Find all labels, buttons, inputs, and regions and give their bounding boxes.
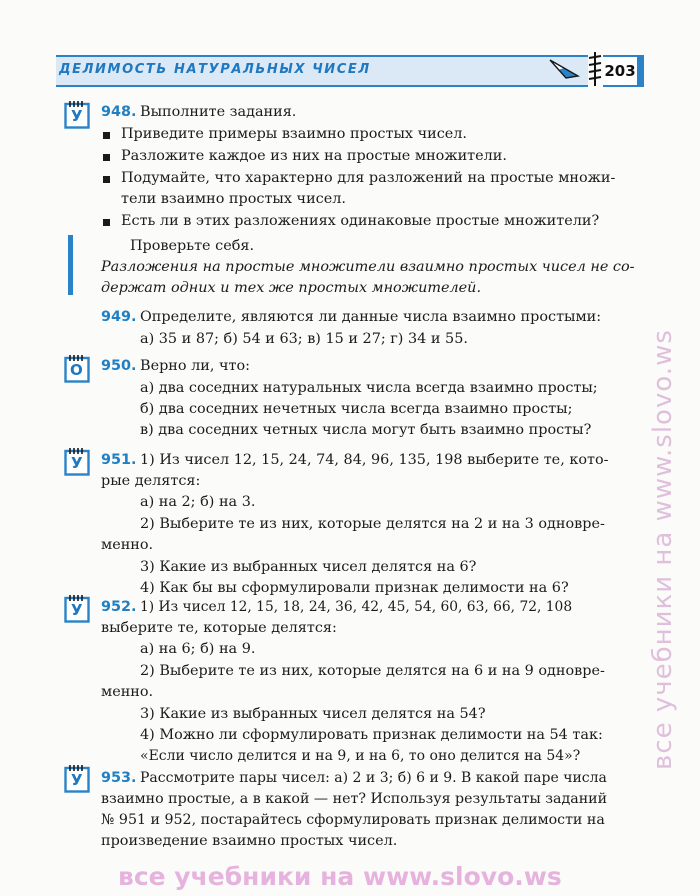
exercise-951-text: менно. [101,537,154,553]
exercise-950-text: б) два соседних нечетных числа всегда взаимно просты; [140,401,573,417]
spiral-binding-icon [588,52,602,86]
exercise-949-text: а) 35 и 87; б) 54 и 63; в) 15 и 27; г) 34 и 55. [140,331,468,347]
exercise-951-text: 2) Выберите те из них, которые делятся на 2 и на 3 одновре- [140,516,605,532]
exercise-948-bullet: Разложите каждое из них на простые множители. [121,148,507,164]
exercise-952-text: 3) Какие из выбранных чисел делятся на 54? [140,706,486,722]
badge-letter-u: У [71,107,83,125]
exercise-948-bullet: Есть ли в этих разложениях одинаковые простые множители? [121,213,600,229]
bullet-marker [103,154,110,161]
exercise-951-text: 4) Как бы вы сформулировали признак делимости на 6? [140,580,569,596]
bottom-watermark: все учебники на www.slovo.ws [118,862,562,891]
exercise-951-text: 1) Из чисел 12, 15, 24, 74, 84, 96, 135, 198 выберите те, кото- [140,452,609,468]
exercise-952-text: а) на 6; б) на 9. [140,641,256,657]
exercise-950-number: 950. [101,358,137,374]
bullet-marker [103,176,110,183]
vertical-watermark: все учебники на www.slovo.ws [648,329,678,770]
exercise-953-text: Рассмотрите пары чисел: а) 2 и 3; б) 6 и 9. В какой паре числа [140,770,607,786]
check-yourself-bar [68,235,73,295]
page-number: 203 [603,55,637,87]
exercise-948-bullet: Приведите примеры взаимно простых чисел. [121,126,467,142]
exercise-948-title: Выполните задания. [140,104,297,120]
bullet-marker [103,132,110,139]
exercise-952-number: 952. [101,599,137,615]
check-yourself-text: Разложения на простые множители взаимно простых чисел не со- [101,259,635,275]
exercise-948-bullet-cont: тели взаимно простых чисел. [121,191,346,207]
exercise-951-text: 3) Какие из выбранных чисел делятся на 6? [140,559,477,575]
exercise-952-text: 1) Из чисел 12, 15, 18, 24, 36, 42, 45, 54, 60, 63, 66, 72, 108 [140,599,573,615]
exercise-948-number: 948. [101,104,137,120]
exercise-951-text: а) на 2; б) на 3. [140,494,256,510]
page-number-bar [637,55,644,87]
exercise-952-text: менно. [101,684,154,700]
check-yourself-text: держат одних и тех же простых множителей. [101,280,482,296]
exercise-951-number: 951. [101,452,137,468]
running-header [56,55,588,87]
exercise-951-text: рые делятся: [101,473,201,489]
exercise-953-text: № 951 и 952, постарайтесь сформулировать признак делимости на [101,812,605,828]
badge-letter-o: О [70,361,83,379]
exercise-948-bullet: Подумайте, что характерно для разложений на простые множи- [121,170,616,186]
exercise-950-text: а) два соседних натуральных числа всегда взаимно просты; [140,380,598,396]
bullet-marker [103,219,110,226]
badge-letter-u: У [71,601,83,619]
exercise-953-text: взаимно простые, а в какой — нет? Используя результаты заданий [101,791,608,807]
exercise-950-text: в) два соседних четных числа могут быть взаимно просты? [140,422,592,438]
pen-icon [548,56,582,82]
exercise-953-number: 953. [101,770,137,786]
badge-letter-u: У [71,454,83,472]
exercise-949-number: 949. [101,309,137,325]
exercise-952-text: 4) Можно ли сформулировать признак делимости на 54 так: [140,727,603,743]
exercise-953-text: произведение взаимно простых чисел. [101,833,398,849]
exercise-952-text: 2) Выберите те из них, которые делятся на 6 и на 9 одновре- [140,663,605,679]
chapter-title: ДЕЛИМОСТЬ НАТУРАЛЬНЫХ ЧИСЕЛ [59,62,371,77]
exercise-952-text: выберите те, которые делятся: [101,620,337,636]
exercise-949-text: Определите, являются ли данные числа взаимно простыми: [140,309,602,325]
exercise-950-text: Верно ли, что: [140,358,251,374]
check-yourself-title: Проверьте себя. [130,238,255,254]
exercise-952-text: «Если число делится и на 9, и на 6, то оно делится на 54»? [140,748,581,764]
badge-letter-u: У [71,771,83,789]
